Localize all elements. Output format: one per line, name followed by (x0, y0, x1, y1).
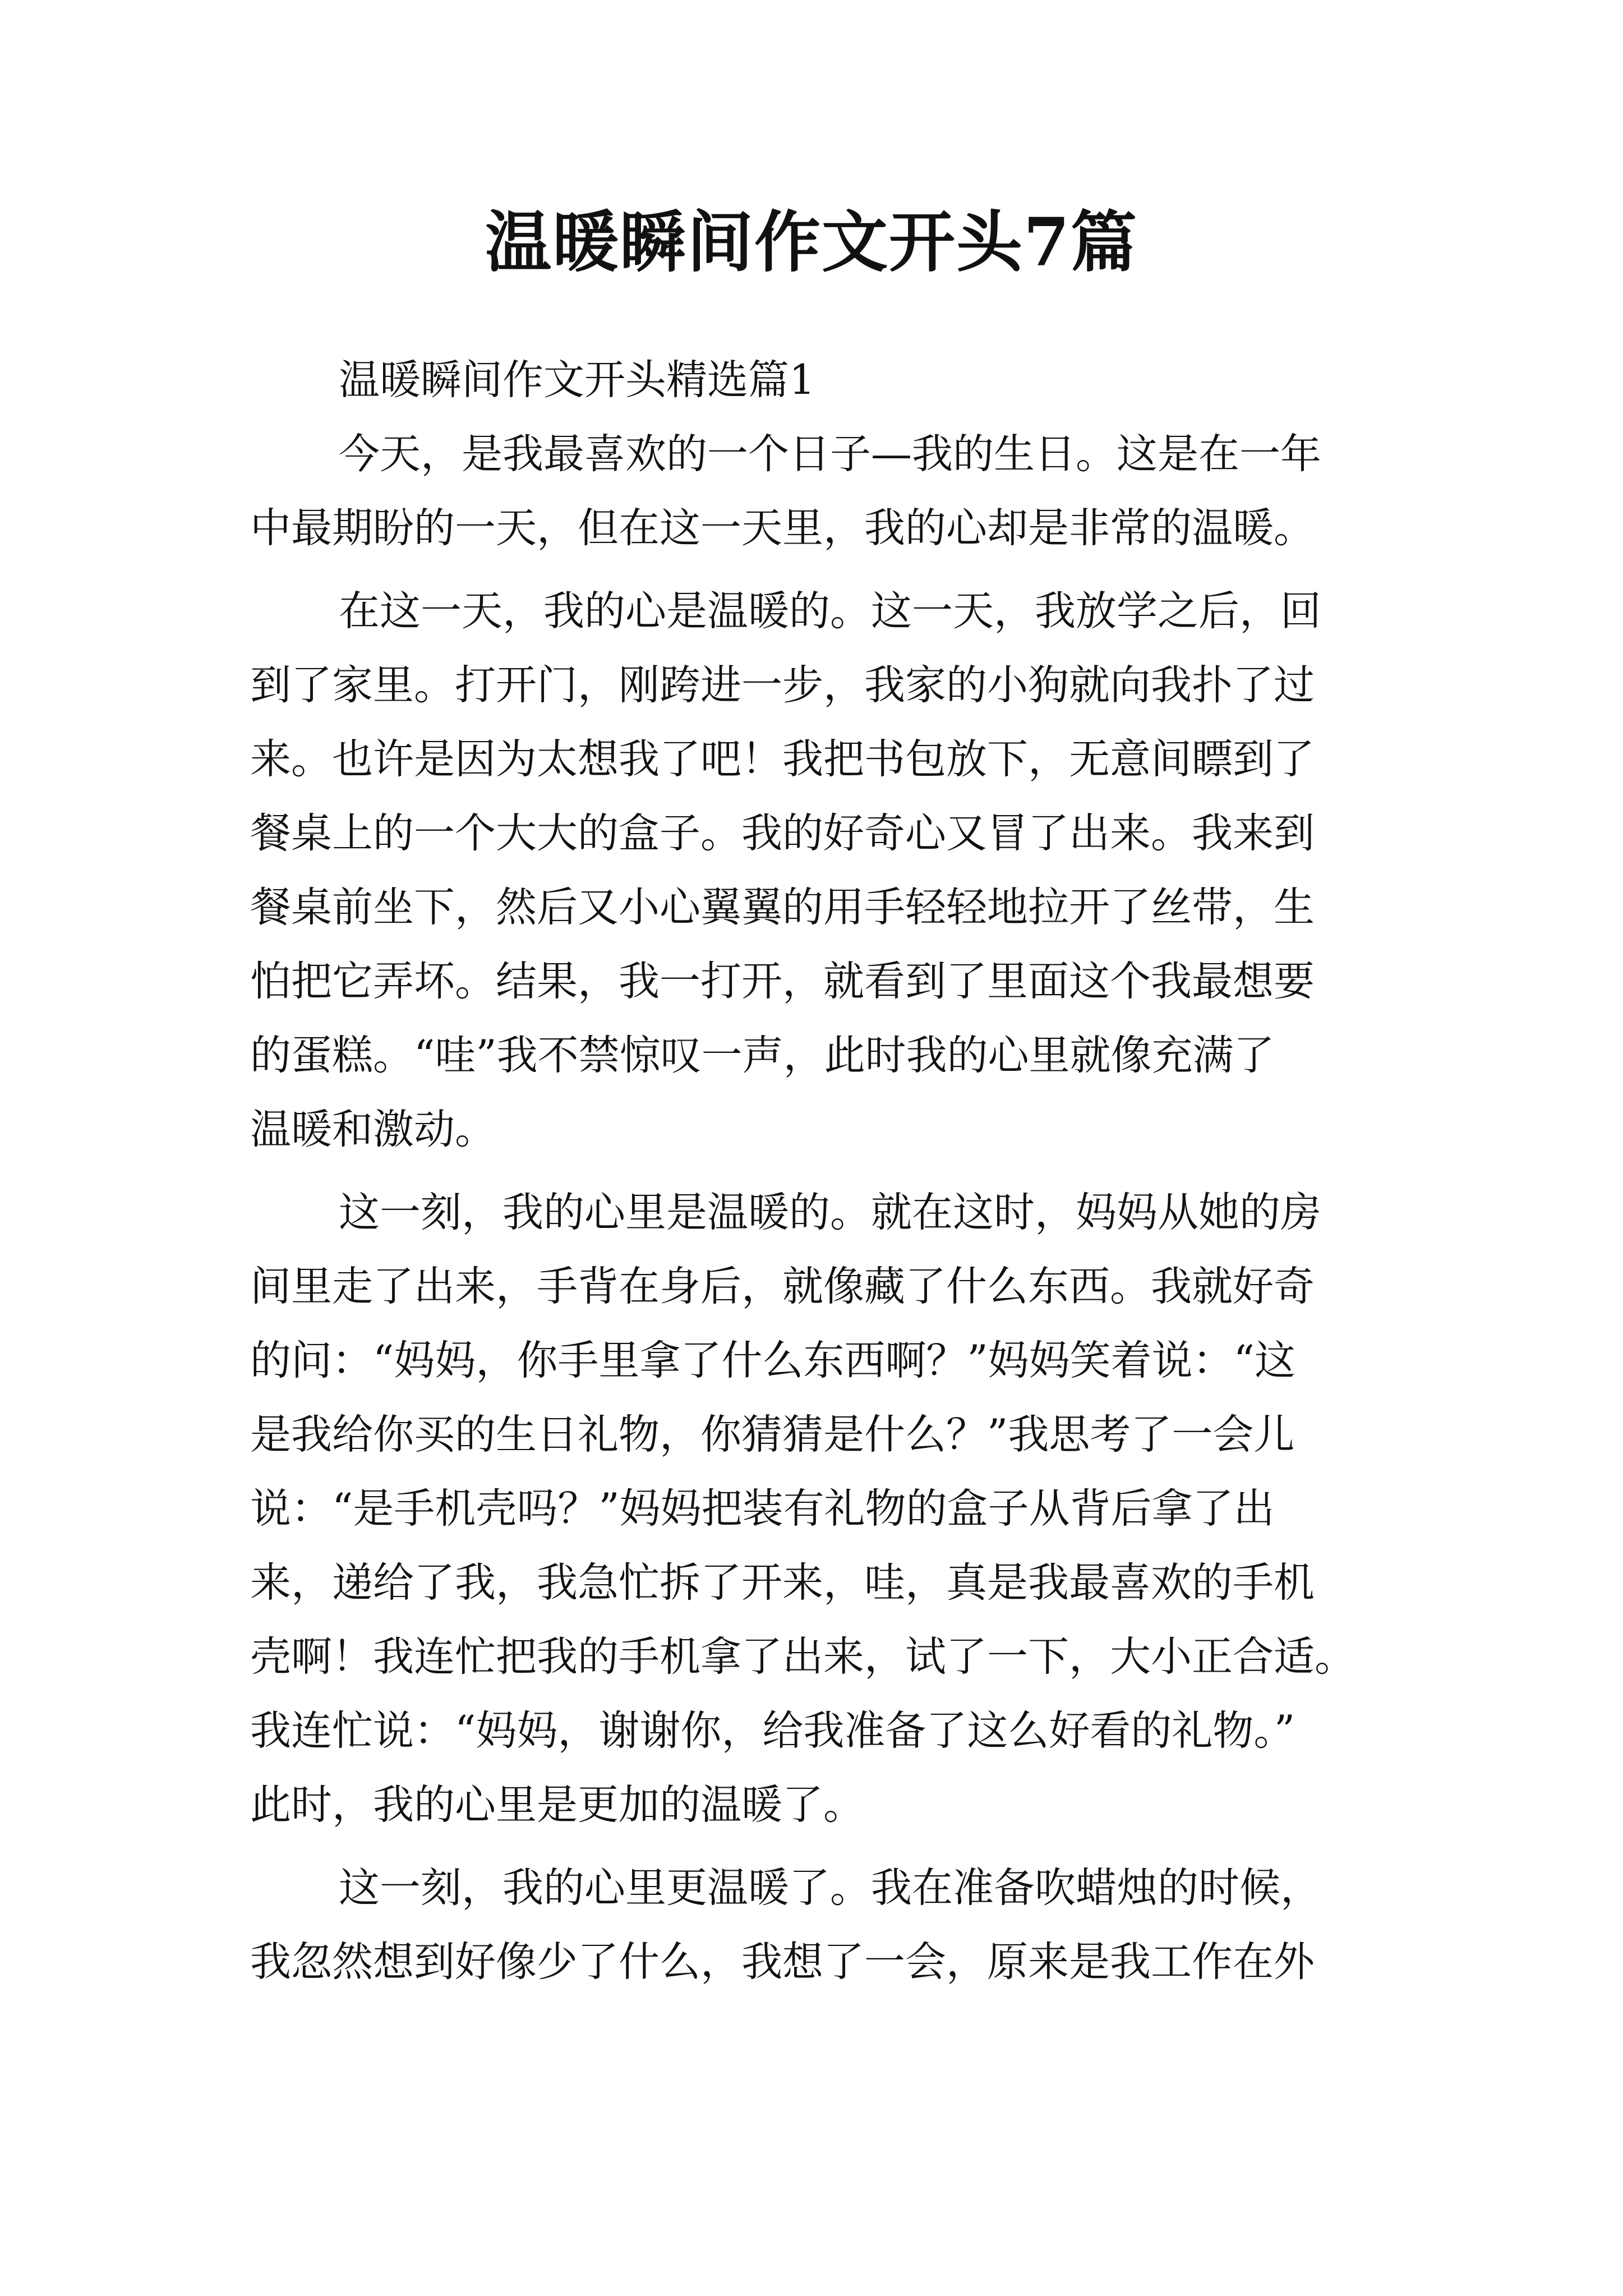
paragraph-line: 这一刻，我的心里是温暖的。就在这时，妈妈从她的房 (339, 1189, 1321, 1236)
paragraph-line: 的蛋糕。“哇”我不禁惊叹一声，此时我的心里就像充满了 (250, 1032, 1275, 1079)
paragraph-line: 的问：“妈妈，你手里拿了什么东西啊？”妈妈笑着说：“这 (250, 1337, 1295, 1384)
paragraph-line: 这一刻，我的心里更温暖了。我在准备吹蜡烛的时候， (339, 1864, 1321, 1912)
paragraph-line: 来，递给了我，我急忙拆了开来，哇，真是我最喜欢的手机 (250, 1559, 1315, 1607)
document-body (250, 343, 1394, 1999)
paragraph-1 (250, 417, 1394, 565)
paragraph-line: 到了家里。打开门，刚跨进一步，我家的小狗就向我扑了过 (250, 661, 1315, 709)
paragraph-line: 间里走了出来，手背在身后，就像藏了什么东西。我就好奇 (250, 1263, 1315, 1310)
paragraph-line: 怕把它弄坏。结果，我一打开，就看到了里面这个我最想要 (250, 958, 1315, 1005)
section-heading: 温暖瞬间作文开头精选篇1 (339, 356, 815, 404)
paragraph-3 (250, 1176, 1394, 1842)
paragraph-line: 此时，我的心里是更加的温暖了。 (250, 1781, 864, 1829)
paragraph-line: 餐桌前坐下，然后又小心翼翼的用手轻轻地拉开了丝带，生 (250, 884, 1315, 931)
paragraph-line: 温暖和激动。 (250, 1106, 496, 1153)
paragraph-line: 壳啊！我连忙把我的手机拿了出来，试了一下，大小正合适。 (250, 1633, 1355, 1681)
paragraph-line: 中最期盼的一天，但在这一天里，我的心却是非常的温暖。 (250, 504, 1315, 552)
paragraph-line: 是我给你买的生日礼物，你猜猜是什么？”我思考了一会儿 (250, 1411, 1295, 1458)
paragraph-line: 餐桌上的一个大大的盒子。我的好奇心又冒了出来。我来到 (250, 809, 1315, 857)
document-title: 温暖瞬间作文开头7篇 (485, 203, 1138, 281)
paragraph-line: 说：“是手机壳吗？”妈妈把装有礼物的盒子从背后拿了出 (250, 1485, 1275, 1533)
paragraph-line: 在这一天，我的心是温暖的。这一天，我放学之后，回 (339, 587, 1321, 635)
paragraph-2 (250, 574, 1394, 1167)
paragraph-4 (250, 1851, 1394, 1999)
paragraph-line: 我连忙说：“妈妈，谢谢你，给我准备了这么好看的礼物。” (250, 1707, 1295, 1755)
paragraph-line: 我忽然想到好像少了什么，我想了一会，原来是我工作在外 (250, 1938, 1315, 1986)
paragraph-line: 今天，是我最喜欢的一个日子—我的生日。这是在一年 (339, 430, 1321, 478)
paragraph-line: 来。也许是因为太想我了吧！我把书包放下，无意间瞟到了 (250, 735, 1315, 783)
